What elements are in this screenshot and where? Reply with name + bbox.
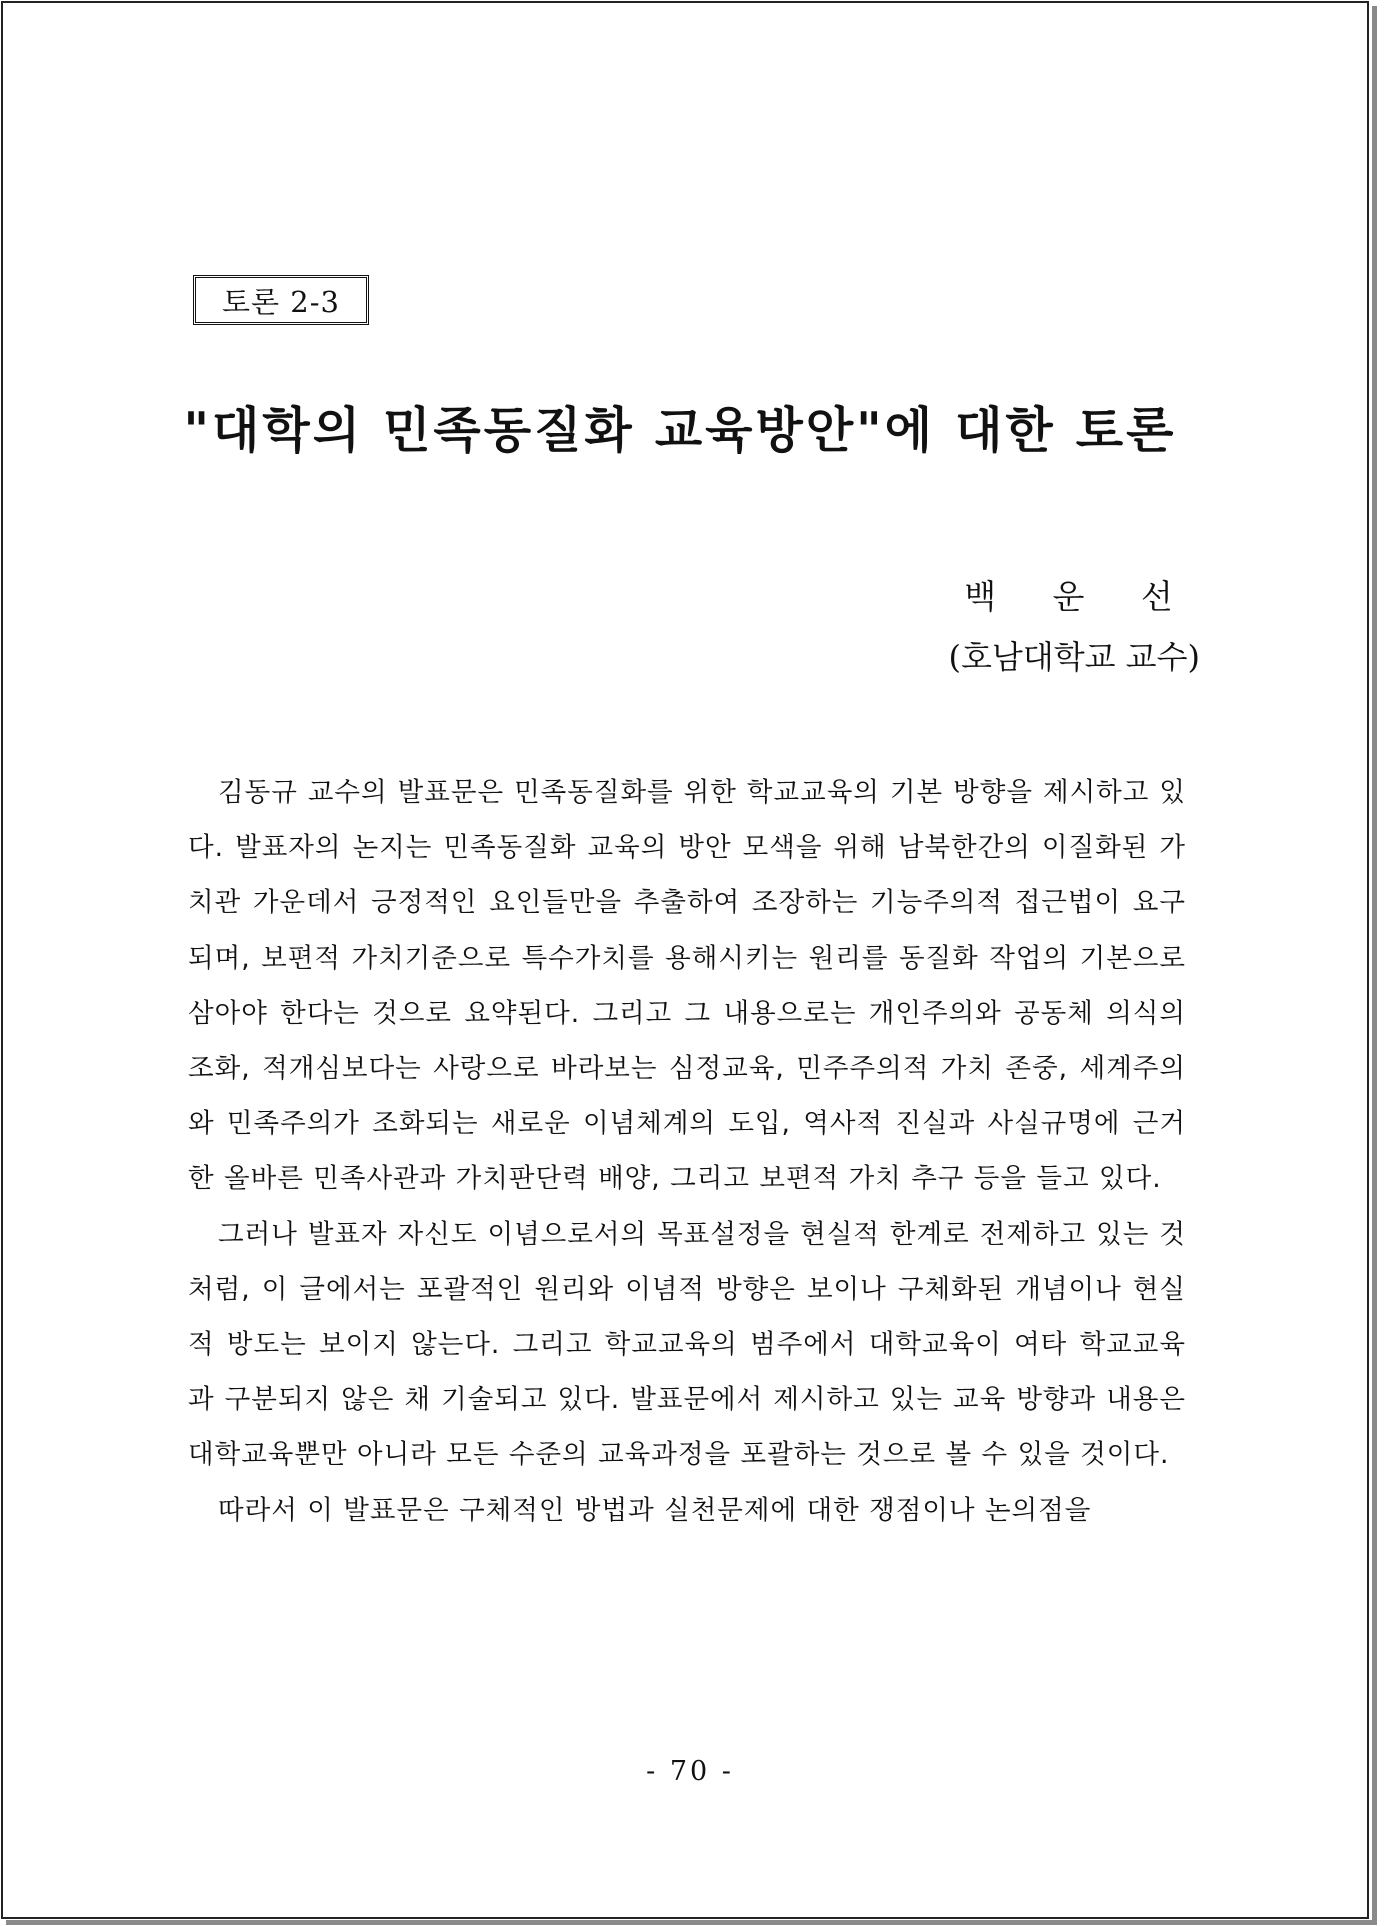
section-label: 토론 2-3	[193, 275, 369, 325]
author-affiliation: (호남대학교 교수)	[948, 638, 1200, 676]
page-number: - 70 -	[646, 1756, 734, 1787]
page-shadow-right	[1372, 6, 1377, 1922]
page-title: "대학의 민족동질화 교육방안"에 대한 토론	[183, 402, 1177, 459]
page-shadow-bottom	[6, 1920, 1377, 1925]
body-text	[188, 765, 1186, 1538]
paragraph: 김동규 교수의 발표문은 민족동질화를 위한 학교교육의 기본 방향을 제시하고 있다. 발표자의 논지는 민족동질화 교육의 방안 모색을 위해 남북한간의 이질화된 가치관 가운데서 긍정적인 요인들만을 추출하여 조장하는 기능주의적 접근법이 요구되며, 보편적 가치기준으로 특수가치를 용해시키는 원리를 동질화 작업의 기본으로 삼아야 한다는 것으로 요약된다. 그리고 그 내용으로는 개인주의와 공동체 의식의 조화, 적개심보다는 사랑으로 바라보는 심정교육, 민주주의적 가치 존중, 세계주의와 민족주의가 조화되는 새로운 이념체계의 도입, 역사적 진실과 사실규명에 근거한 올바른 민족사관과 가치판단력 배양, 그리고 보편적 가치 추구 등을 들고 있다.	[188, 777, 1186, 1195]
paragraph: 따라서 이 발표문은 구체적인 방법과 실천문제에 대한 쟁점이나 논의점을	[218, 1494, 1092, 1526]
paragraph: 그러나 발표자 자신도 이념으로서의 목표설정을 현실적 한계로 전제하고 있는 것처럼, 이 글에서는 포괄적인 원리와 이념적 방향은 보이나 구체화된 개념이나 현실적 방도는 보이지 않는다. 그리고 학교교육의 범주에서 대학교육이 여타 학교교육과 구분되지 않은 채 기술되고 있다. 발표문에서 제시하고 있는 교육 방향과 내용은 대학교육뿐만 아니라 모든 수준의 교육과정을 포괄하는 것으로 볼 수 있을 것이다.	[188, 1218, 1186, 1471]
author-name: 백 운 선	[964, 577, 1196, 616]
